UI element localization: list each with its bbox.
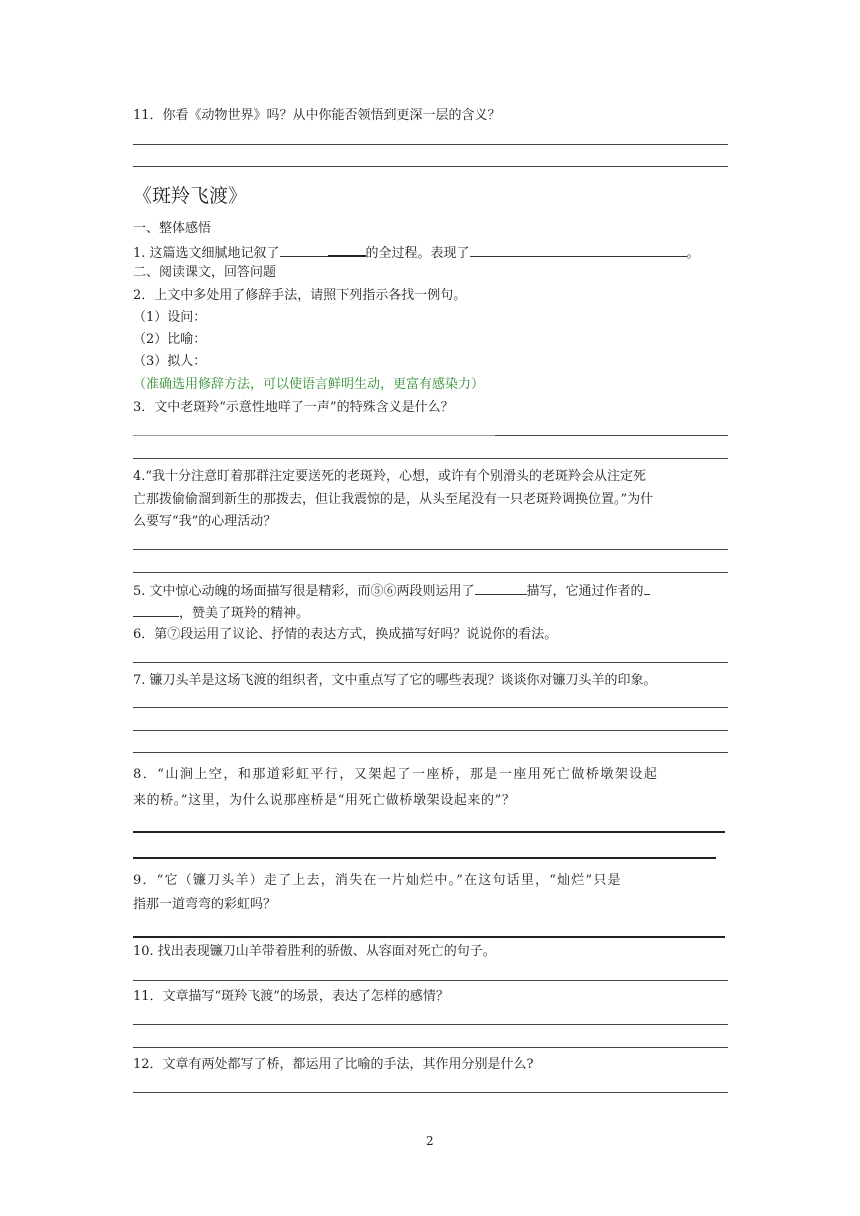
question-9-line-1: 9．“它（镰刀头羊）走了上去，消失在一片灿烂中。”在这句话里，“灿烂”只是	[133, 873, 622, 888]
section-heading-overall: 一、整体感悟	[133, 221, 212, 236]
page-number: 2	[426, 1134, 434, 1148]
question-1-part-b: 的全过程。表现了	[365, 246, 470, 261]
question-7: 7. 镰刀头羊是这场飞渡的组织者，文中重点写了它的哪些表现？谈谈你对镰刀头羊的印象。	[133, 673, 657, 688]
question-4-line-1: 4.“我十分注意盯着那群注定要送死的老斑羚，心想，或许有个别滑头的老斑羚会从注定死	[133, 469, 647, 484]
answer-line	[495, 435, 728, 436]
question-2: 2．上文中多处用了修辞手法，请照下列指示各找一例句。	[133, 288, 467, 303]
question-4-line-2: 亡那拨偷偷溜到新生的那拨去，但让我震惊的是，从头至尾没有一只老斑羚调换位置。”为什	[133, 492, 654, 507]
question-5-part-c: ，赞美了斑羚的精神。	[179, 606, 310, 621]
fill-blank	[470, 244, 575, 257]
answer-line	[133, 752, 728, 753]
answer-line	[133, 936, 725, 938]
answer-line	[133, 572, 728, 573]
answer-line	[133, 458, 728, 459]
answer-line	[133, 707, 728, 708]
answer-line	[133, 166, 728, 167]
question-1-part-a: 1. 这篇选文细腻地记叙了	[133, 246, 280, 261]
question-8-line-2: 来的桥。”这里，为什么说那座桥是“用死亡做桥墩架设起来的”？	[133, 793, 516, 808]
answer-line	[133, 730, 728, 731]
question-12: 12．文章有两处都写了桥，都运用了比喻的手法，其作用分别是什么?	[133, 1057, 534, 1072]
question-5-line-1	[133, 582, 650, 600]
fill-blank	[133, 604, 179, 617]
answer-line	[133, 662, 728, 663]
question-11-animal-world: 11．你看《动物世界》吗？从中你能否领悟到更深一层的含义？	[133, 108, 501, 123]
question-2-rhetorical: （1）设问：	[133, 310, 207, 325]
answer-line	[133, 435, 495, 436]
fill-blank	[575, 244, 687, 257]
fill-blank	[475, 582, 527, 595]
question-5-part-b: 描写，它通过作者的	[526, 584, 644, 599]
answer-line	[133, 857, 716, 859]
question-3: 3．文中老斑羚“示意性地咩了一声”的特殊含义是什么？	[133, 400, 454, 415]
answer-line	[133, 1047, 728, 1048]
answer-line	[133, 831, 725, 833]
question-6: 6．第⑦段运用了议论、抒情的表达方式，换成描写好吗？说说你的看法。	[133, 627, 558, 642]
answer-line	[133, 144, 728, 145]
question-5-line-2	[133, 604, 309, 622]
question-1-part-c: 。	[686, 246, 700, 261]
answer-line	[133, 1024, 728, 1025]
answer-line	[133, 549, 728, 550]
section-title: 《斑羚飞渡》	[133, 185, 248, 207]
question-5-part-a: 5. 文中惊心动魄的场面描写很是精彩，而⑤⑥两段则运用了	[133, 584, 475, 599]
question-4-line-3: 么要写“我”的心理活动？	[133, 514, 277, 529]
answer-line	[133, 1092, 728, 1093]
question-2-personification: （3）拟人：	[133, 354, 207, 369]
fill-blank	[328, 243, 366, 257]
question-2-metaphor: （2）比喻：	[133, 332, 207, 347]
answer-line	[133, 980, 728, 981]
question-9-line-2: 指那一道弯弯的彩虹吗？	[133, 897, 277, 912]
fill-blank	[644, 582, 650, 595]
rhetoric-note: （准确选用修辞方法，可以使语言鲜明生动，更富有感染力）	[133, 377, 485, 392]
section-heading-reading: 二、阅读课文，回答问题	[133, 265, 277, 280]
question-10: 10. 找出表现镰刀山羊带着胜利的骄傲、从容面对死亡的句子。	[133, 944, 496, 959]
fill-blank	[280, 244, 328, 257]
question-11: 11．文章描写“斑羚飞渡”的场景，表达了怎样的感情？	[133, 989, 449, 1004]
question-8-line-1: 8．“山涧上空，和那道彩虹平行，又架起了一座桥，那是一座用死亡做桥墩架设起	[133, 767, 659, 782]
question-1	[133, 243, 700, 262]
